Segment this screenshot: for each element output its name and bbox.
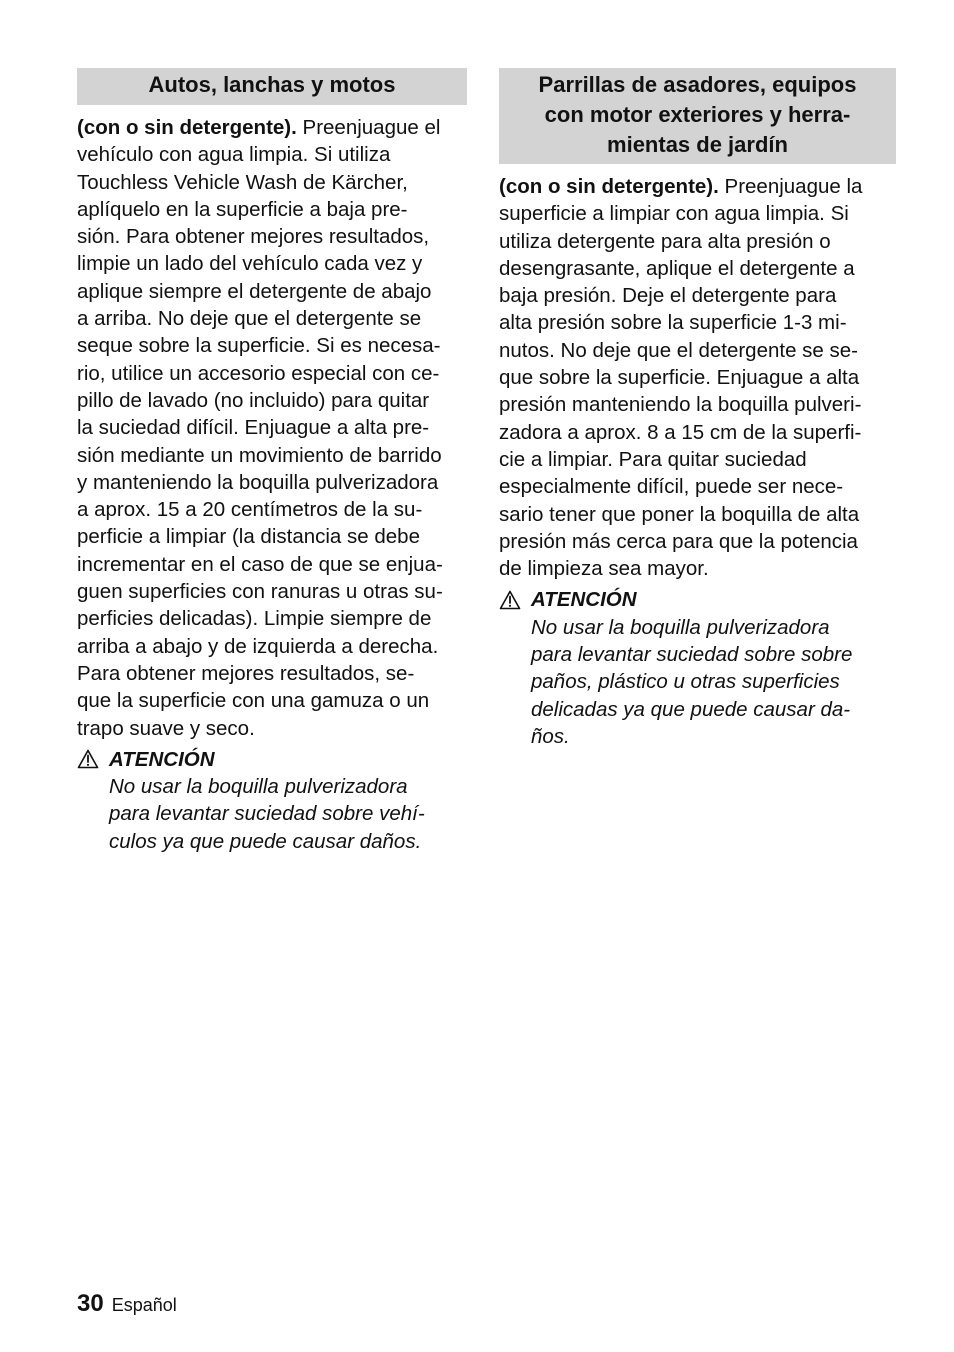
warning-line: delicadas ya que puede causar da- — [531, 697, 851, 721]
body-line: pillo de lavado (no incluido) para quitar — [77, 388, 430, 412]
body-line — [499, 173, 897, 200]
warning-line: para levantar suciedad sobre sobre — [531, 643, 853, 667]
body-line: limpie un lado del vehículo cada vez y — [77, 252, 423, 276]
body-line: Para obtener mejores resultados, se- — [77, 661, 415, 685]
body-line: sión. Para obtener mejores resultados, — [77, 225, 430, 249]
warning-text — [109, 773, 475, 855]
lead-text: (con o sin detergente). — [77, 116, 297, 139]
body-line: a arriba. No deje que el detergente se — [77, 307, 422, 331]
warning-block — [499, 586, 897, 750]
body-line: vehículo con agua limpia. Si utiliza — [77, 143, 391, 167]
body-line: aplíquelo en la superficie a baja pre- — [77, 197, 408, 221]
section-title-autos — [77, 68, 467, 105]
body-line: a aprox. 15 a 20 centímetros de la su- — [77, 498, 423, 522]
body-line: sión mediante un movimiento de barrido — [77, 443, 442, 467]
body-line: nutos. No deje que el detergente se se- — [499, 338, 858, 362]
body-line: arriba a abajo y de izquierda a derecha. — [77, 634, 439, 658]
body-line: cie a limpiar. Para quitar suciedad — [499, 447, 807, 471]
body-line: sario tener que poner la boquilla de alta — [499, 502, 860, 526]
warning-title-text: ATENCIÓN — [109, 747, 215, 771]
body-line: perficies delicadas). Limpie siempre de — [77, 607, 432, 631]
warning-line: No usar la boquilla pulverizadora — [109, 775, 408, 799]
body-line: zadora a aprox. 8 a 15 cm de la superfi- — [499, 420, 862, 444]
body-line: perficie a limpiar (la distancia se debe — [77, 525, 420, 549]
warning-line: ños. — [531, 724, 570, 748]
body-line: presión manteniendo la boquilla pulveri- — [499, 393, 862, 417]
body-line: incrementar en el caso de que se enjua- — [77, 552, 443, 576]
body-line-text: Preenjuague el — [296, 116, 441, 139]
body-line: guen superficies con ranuras u otras su- — [77, 580, 443, 604]
body-line: Touchless Vehicle Wash de Kärcher, — [77, 170, 408, 194]
section-title-line: con motor exteriores y herra- — [544, 102, 851, 127]
warning-line: para levantar suciedad sobre vehí- — [109, 802, 425, 826]
warning-title-text: ATENCIÓN — [531, 588, 637, 612]
body-line: seque sobre la superficie. Si es necesa- — [77, 334, 441, 358]
section-body-parrillas — [499, 173, 897, 582]
warning-block — [77, 746, 475, 855]
body-line: alta presión sobre la superficie 1-3 mi- — [499, 311, 847, 335]
body-line — [77, 114, 475, 141]
body-line: baja presión. Deje el detergente para — [499, 284, 837, 308]
section-body-autos — [77, 114, 475, 742]
warning-title — [77, 746, 475, 773]
body-line-text: Preenjuague la — [718, 175, 863, 198]
page-number: 30 — [77, 1290, 104, 1317]
right-column — [499, 68, 897, 750]
section-title-text: Autos, lanchas y motos — [148, 72, 396, 97]
body-line: presión más cerca para que la potencia — [499, 529, 858, 553]
lead-text: (con o sin detergente). — [499, 175, 719, 198]
body-line: utiliza detergente para alta presión o — [499, 229, 831, 253]
body-line: especialmente difícil, puede ser nece- — [499, 475, 844, 499]
page-language: Español — [111, 1295, 177, 1315]
body-line: rio, utilice un accesorio especial con ce- — [77, 361, 440, 385]
body-line: de limpieza sea mayor. — [499, 557, 709, 581]
body-line: la suciedad difícil. Enjuague a alta pre- — [77, 416, 430, 440]
section-title-line: mientas de jardín — [607, 132, 788, 157]
warning-text — [531, 614, 897, 750]
warning-triangle-icon — [77, 749, 99, 769]
warning-triangle-icon — [499, 590, 521, 610]
page-footer — [77, 1290, 177, 1318]
warning-line: No usar la boquilla pulverizadora — [531, 615, 830, 639]
body-line: desengrasante, aplique el detergente a — [499, 256, 855, 280]
warning-line: culos ya que puede causar daños. — [109, 829, 422, 853]
left-column — [77, 68, 475, 855]
section-title-line: Parrillas de asadores, equipos — [538, 72, 857, 97]
section-title-parrillas — [499, 68, 896, 164]
body-line: que sobre la superficie. Enjuague a alta — [499, 366, 860, 390]
body-line: superficie a limpiar con agua limpia. Si — [499, 202, 849, 226]
warning-title — [499, 586, 897, 613]
body-line: trapo suave y seco. — [77, 716, 255, 740]
warning-line: paños, plástico u otras superficies — [531, 670, 840, 694]
body-line: aplique siempre el detergente de abajo — [77, 279, 432, 303]
body-line: que la superficie con una gamuza o un — [77, 689, 430, 713]
body-line: y manteniendo la boquilla pulverizadora — [77, 470, 439, 494]
